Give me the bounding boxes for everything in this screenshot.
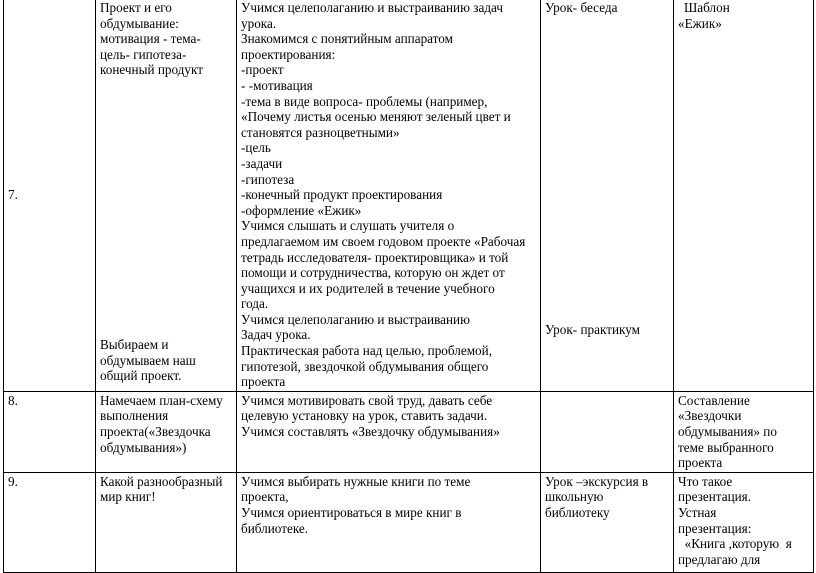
activity-line: выполнения	[100, 408, 169, 424]
activity-line: обдумываем наш	[100, 352, 196, 368]
result-line: Устная	[678, 505, 717, 520]
content-line: урока.	[241, 15, 277, 31]
content-line: Учимся целеполаганию и выстраиванию задач	[241, 0, 503, 15]
lesson-form: Урок- беседа	[545, 0, 618, 15]
row-number: 9.	[8, 473, 18, 489]
result-line: теме выбранного	[678, 439, 774, 455]
content-line: учащихся и их родителей в течение учебного	[241, 280, 495, 296]
content-line: Учимся составлять «Звездочку обдумывания»	[241, 424, 500, 440]
content-line: -цель	[241, 140, 271, 156]
result-line: обдумывания» по	[678, 424, 777, 440]
activity-line: Выбираем и	[100, 337, 169, 352]
row-number-cell	[4, 391, 96, 472]
activity-line: мотивация - тема-	[100, 31, 201, 47]
table-row-9	[4, 472, 814, 572]
lesson-form: школьную	[545, 489, 604, 505]
content-line: Учимся выбирать нужные книги по теме	[241, 473, 471, 489]
activity-cell	[96, 391, 237, 472]
activity-line: проекта(«Звездочка	[100, 424, 211, 440]
result-line: презентация:	[678, 520, 752, 536]
content-cell	[237, 391, 541, 472]
result-line: презентация.	[678, 489, 752, 505]
content-line: тетрадь исследователя- проектировщика» и той	[241, 249, 509, 265]
activity-cell	[96, 0, 237, 391]
lesson-form: библиотеку	[545, 505, 610, 520]
content-line: «Почему листья осенью меняют зеленый цвет и	[241, 109, 511, 125]
lesson-form-cell	[541, 472, 674, 572]
lesson-form-cell	[541, 0, 674, 391]
activity-line: мир книг!	[100, 489, 156, 505]
row-number-cell	[4, 0, 96, 391]
content-line: -проект	[241, 62, 284, 78]
content-line: проектирования:	[241, 46, 336, 62]
content-line: Задач урока.	[241, 327, 311, 343]
activity-line: конечный продукт	[100, 62, 203, 78]
content-line: - -мотивация	[241, 77, 313, 93]
activity-line: Проект и его	[100, 0, 172, 15]
content-line: гипотезой, звездочкой обдумывания общего	[241, 358, 489, 374]
table-row-7	[4, 0, 814, 391]
result-cell	[674, 0, 814, 391]
content-line: -тема в виде вопроса- проблемы (например,	[241, 93, 488, 109]
content-line: -оформление «Ежик»	[241, 202, 362, 218]
content-line: целевую установку на урок, ставить задачи.	[241, 408, 488, 424]
content-line: года.	[241, 296, 269, 312]
content-line: проекта,	[241, 489, 289, 505]
lesson-form: Урок- практикум	[545, 322, 641, 337]
result-cell	[674, 391, 814, 472]
content-line: предлагаемом им своем годовом проекте «Рабочая	[241, 233, 526, 249]
content-line: Практическая работа над целью, проблемой,	[241, 343, 492, 359]
content-line: проекта	[241, 374, 286, 390]
lesson-plan-table	[3, 0, 814, 573]
result-line: «Звездочки	[678, 408, 742, 424]
content-line: Учимся ориентироваться в мире книг в	[241, 505, 462, 520]
content-line: -конечный продукт проектирования	[241, 187, 443, 203]
content-line: Знакомимся с понятийным аппаратом	[241, 31, 453, 47]
content-line: -задачи	[241, 155, 283, 171]
content-line: Учимся мотивировать свой труд, давать себе	[241, 392, 493, 408]
activity-line: обдумывания»)	[100, 439, 187, 455]
activity-line: общий проект.	[100, 368, 182, 384]
row-number: 7.	[8, 187, 18, 203]
activity-line: Намечаем план-схему	[100, 392, 223, 408]
result-cell	[674, 472, 814, 572]
activity-line: Какой разнообразный	[100, 473, 223, 489]
row-number-cell	[4, 472, 96, 572]
result-line: Что такое	[678, 473, 733, 489]
content-line: помощи и сотрудничества, которую он ждет от	[241, 265, 505, 281]
result-line: «Ежик»	[678, 15, 722, 31]
content-cell	[237, 0, 541, 391]
result-line: Шаблон	[684, 0, 730, 15]
content-line: библиотеке.	[241, 520, 309, 536]
result-line: предлагаю для	[678, 551, 761, 567]
content-cell	[237, 472, 541, 572]
result-line: Составление	[678, 392, 750, 408]
content-line: Учимся целеполаганию и выстраиванию	[241, 311, 470, 327]
activity-cell	[96, 472, 237, 572]
row-number: 8.	[8, 392, 18, 408]
lesson-form-cell	[541, 391, 674, 472]
content-line: -гипотеза	[241, 171, 295, 187]
activity-line: обдумывание:	[100, 15, 179, 31]
result-line: проекта	[678, 455, 723, 471]
content-line: становятся разноцветными»	[241, 124, 400, 140]
activity-line: цель- гипотеза-	[100, 46, 187, 62]
result-line: «Книга ,которую я	[678, 536, 792, 552]
table-row-8	[4, 391, 814, 472]
lesson-form: Урок –экскурсия в	[545, 473, 649, 489]
content-line: Учимся слышать и слушать учителя о	[241, 218, 455, 234]
